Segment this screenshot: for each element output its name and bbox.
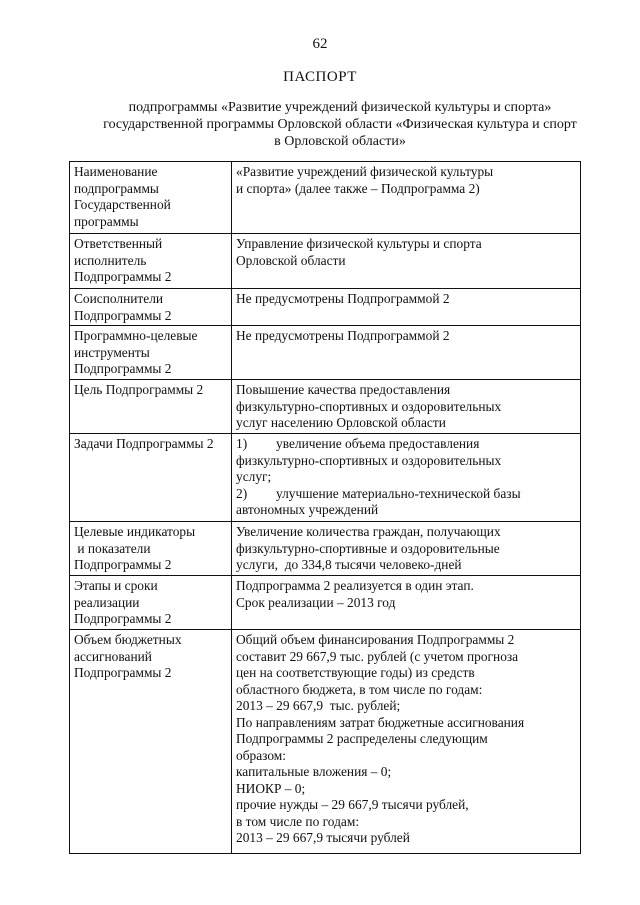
table-row <box>70 289 581 326</box>
row-value: 1) увеличение объема предоставления физкультурно-спортивных и оздоровительных услуг; 2) улучшение материально-технической базы автономных учреждений <box>232 434 581 522</box>
table-row <box>70 234 581 289</box>
document-title: ПАСПОРТ <box>283 69 357 85</box>
table-row <box>70 162 581 234</box>
row-value: Не предусмотрены Подпрограммой 2 <box>232 289 581 326</box>
row-label: Ответственный исполнитель Подпрограммы 2 <box>70 234 232 289</box>
row-label: Соисполнители Подпрограммы 2 <box>70 289 232 326</box>
table-row <box>70 380 581 434</box>
row-value: Подпрограмма 2 реализуется в один этап. Срок реализации – 2013 год <box>232 576 581 630</box>
row-label: Целевые индикаторы и показатели Подпрограммы 2 <box>70 522 232 576</box>
subtitle-line: в Орловской области» <box>274 134 406 149</box>
row-label: Задачи Подпрограммы 2 <box>70 434 232 522</box>
subtitle-line: подпрограммы «Развитие учреждений физической культуры и спорта» <box>128 100 552 115</box>
subtitle-line: государственной программы Орловской области «Физическая культура и спорт <box>103 117 577 132</box>
row-label: Программно-целевые инструменты Подпрограммы 2 <box>70 326 232 380</box>
row-label: Наименование подпрограммы Государственной программы <box>70 162 232 234</box>
table-row <box>70 434 581 522</box>
row-value: Повышение качества предоставления физкультурно-спортивных и оздоровительных услуг населению Орловской области <box>232 380 581 434</box>
table-row <box>70 630 581 854</box>
table-row <box>70 576 581 630</box>
row-value: Не предусмотрены Подпрограммой 2 <box>232 326 581 380</box>
document-subtitle <box>60 99 620 150</box>
page-number: 62 <box>312 36 328 52</box>
row-value: Увеличение количества граждан, получающих физкультурно-спортивные и оздоровительные услуги, до 334,8 тысячи человеко-дней <box>232 522 581 576</box>
row-label: Этапы и сроки реализации Подпрограммы 2 <box>70 576 232 630</box>
task-item: 2) улучшение материально-технической базы <box>236 485 521 501</box>
row-value: Общий объем финансирования Подпрограммы 2 составит 29 667,9 тыс. рублей (с учетом прогноза цен на соответствующие годы) из средств областного бюджета, в том числе по годам: 2013 – 29 667,9 тыс. рублей; По направлениям затрат бюджетные ассигнования Подпрограммы 2 распределены следующим образом: капитальные вложения – 0; НИОКР – 0; прочие нужды – 29 667,9 тысячи рублей, в том числе по годам: 2013 – 29 667,9 тысячи рублей <box>232 630 581 854</box>
table-row <box>70 522 581 576</box>
task-item: 1) увеличение объема предоставления <box>236 436 480 451</box>
row-label: Объем бюджетных ассигнований Подпрограммы 2 <box>70 630 232 854</box>
row-label: Цель Подпрограммы 2 <box>70 380 232 434</box>
table-row <box>70 326 581 380</box>
row-value: «Развитие учреждений физической культуры и спорта» (далее также – Подпрограмма 2) <box>232 162 581 234</box>
row-value: Управление физической культуры и спорта Орловской области <box>232 234 581 289</box>
passport-table <box>69 161 581 854</box>
